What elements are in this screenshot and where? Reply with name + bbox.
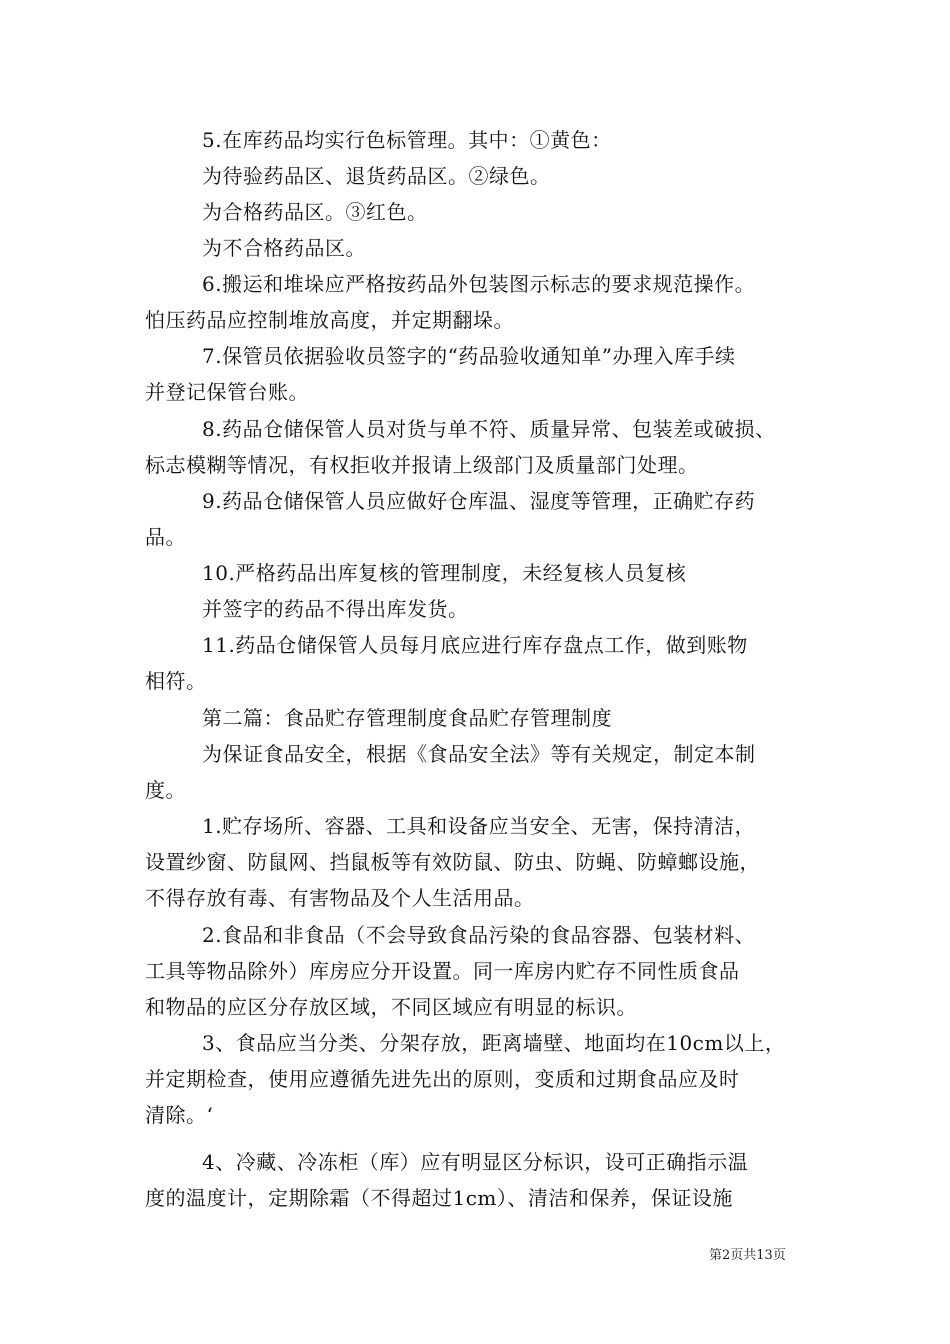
text-line: 为合格药品区。③红色。	[202, 200, 428, 224]
text-line: 怕压药品应控制堆放高度，并定期翻垛。	[145, 308, 514, 332]
text-line: 清除。‘	[145, 1103, 214, 1127]
text-line: 不得存放有毒、有害物品及个人生活用品。	[145, 886, 535, 910]
text-line: 设置纱窗、防鼠网、挡鼠板等有效防鼠、防虫、防蝇、防蟑螂设施，	[145, 850, 760, 874]
text-line: 为待验药品区、退货药品区。②绿色。	[202, 164, 551, 188]
text-line: 并签字的药品不得出库发货。	[202, 597, 469, 621]
text-line: 11.药品仓储保管人员每月底应进行库存盘点工作，做到账物	[202, 633, 748, 657]
text-line: 8.药品仓储保管人员对货与单不符、质量异常、包装差或破损、	[202, 417, 776, 441]
text-line: 4、冷藏、冷冻柜（库）应有明显区分标识，设可正确指示温	[202, 1150, 749, 1174]
text-line: 品。	[145, 525, 186, 549]
page-number: 第2页共13页	[709, 1248, 786, 1263]
text-line: 2.食品和非食品（不会导致食品污染的食品容器、包装材料、	[202, 923, 756, 947]
text-line: 1.贮存场所、容器、工具和设备应当安全、无害，保持清洁，	[202, 814, 756, 838]
text-line: 并登记保管台账。	[145, 380, 309, 404]
text-line: 10.严格药品出库复核的管理制度，未经复核人员复核	[202, 561, 687, 585]
text-line: 并定期检查，使用应遵循先进先出的原则，变质和过期食品应及时	[145, 1067, 740, 1091]
text-line: 9.药品仓储保管人员应做好仓库温、湿度等管理，正确贮存药	[202, 489, 756, 513]
section-heading: 第二篇：食品贮存管理制度食品贮存管理制度	[202, 706, 612, 730]
text-line: 为不合格药品区。	[202, 236, 366, 260]
text-line: 度。	[145, 778, 186, 802]
text-line: 相符。	[145, 669, 207, 693]
text-line: 7.保管员依据验收员签字的“药品验收通知单”办理入库手续	[202, 344, 736, 368]
text-line: 5.在库药品均实行色标管理。其中：①黄色：	[202, 128, 612, 152]
text-line: 3、食品应当分类、分架存放，距离墙壁、地面均在10cm以上，	[202, 1031, 786, 1055]
text-line: 和物品的应区分存放区域，不同区域应有明显的标识。	[145, 995, 637, 1019]
text-line: 度的温度计，定期除霜（不得超过1cm）、清洁和保养，保证设施	[145, 1186, 733, 1210]
text-line: 标志模糊等情况，有权拒收并报请上级部门及质量部门处理。	[145, 453, 699, 477]
text-line: 为保证食品安全，根据《食品安全法》等有关规定，制定本制	[202, 742, 756, 766]
text-line: 6.搬运和堆垛应严格按药品外包装图示标志的要求规范操作。	[202, 272, 756, 296]
text-line: 工具等物品除外）库房应分开设置。同一库房内贮存不同性质食品	[145, 959, 740, 983]
